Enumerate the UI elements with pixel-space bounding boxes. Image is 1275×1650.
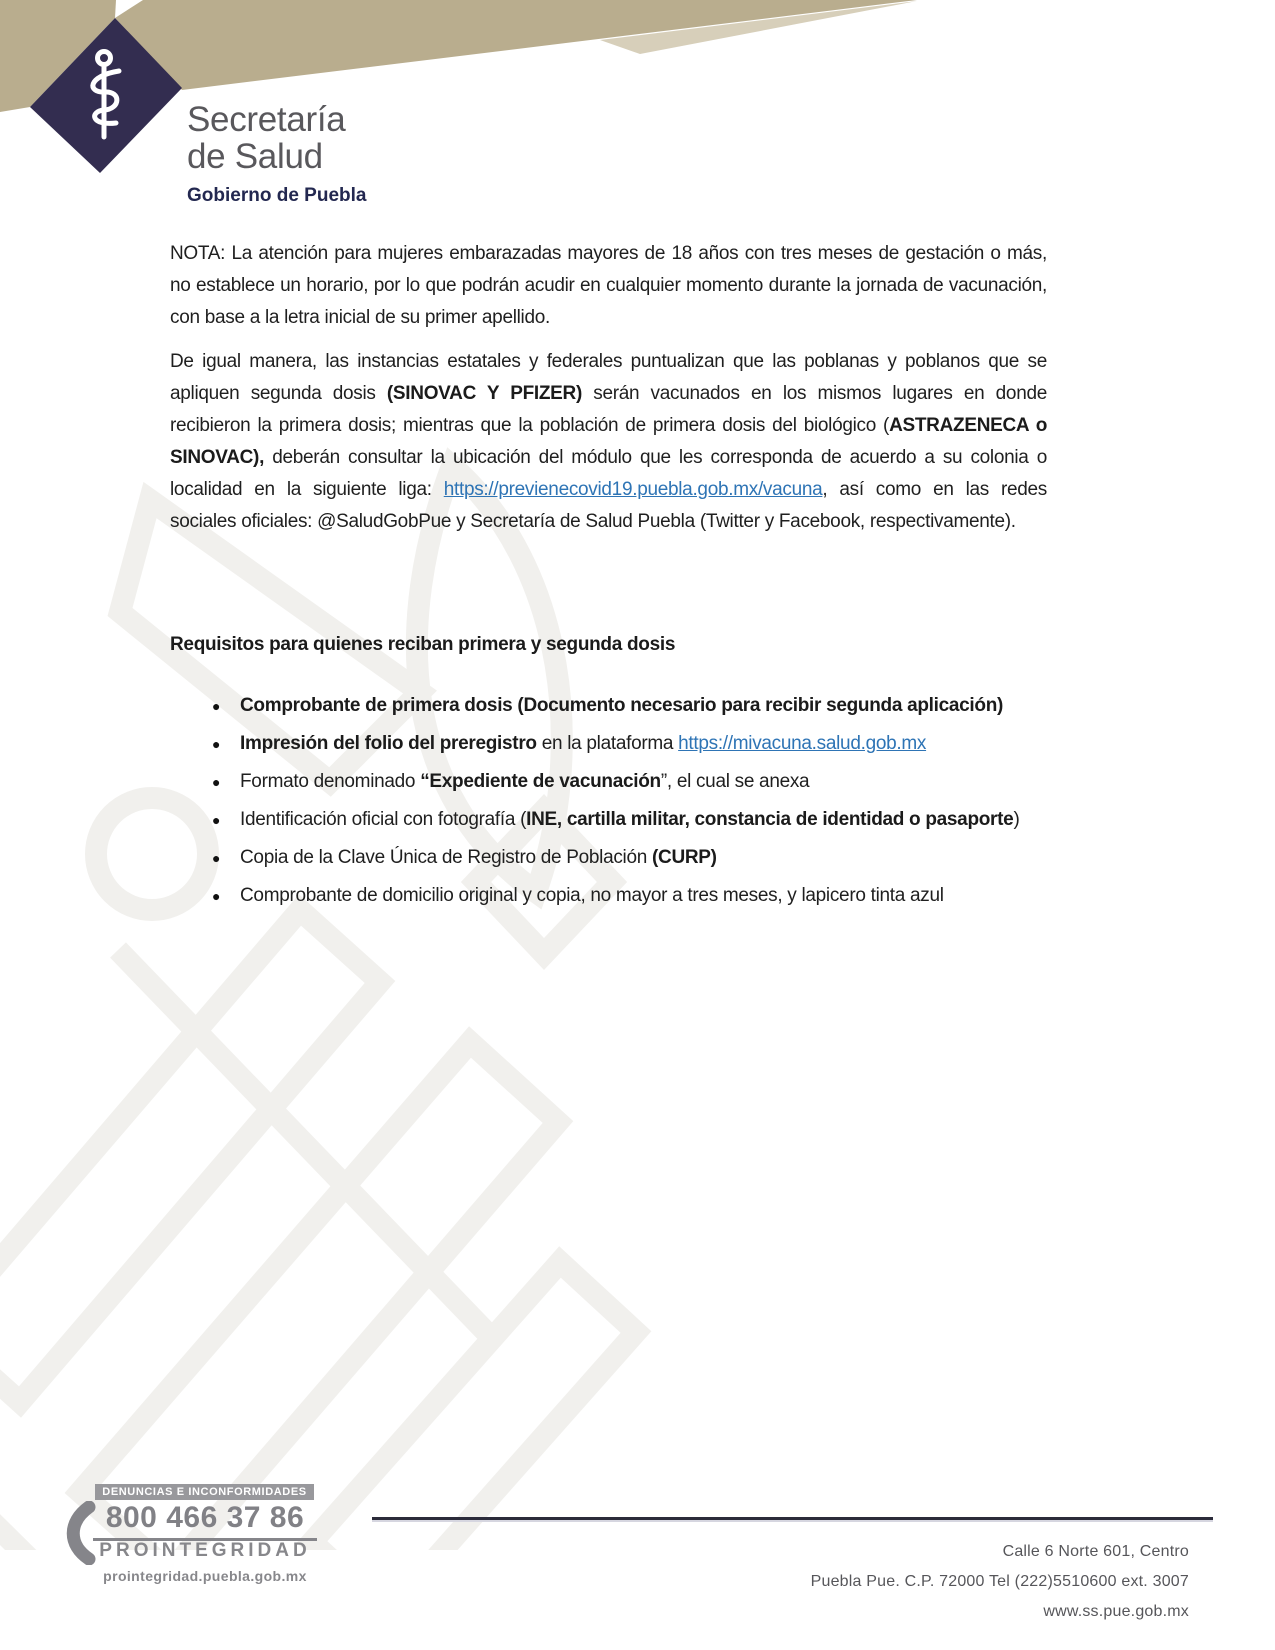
text-run: ): [1013, 809, 1020, 830]
bullet-icon: ●: [212, 698, 221, 714]
paragraph-nota: [170, 238, 1047, 334]
requisitos-heading: Requisitos para quienes reciban primera y segunda dosis: [170, 634, 676, 655]
text-run: Identificación oficial con fotografía (: [240, 809, 527, 830]
government-name: Gobierno de Puebla: [187, 185, 367, 206]
org-website: www.ss.pue.gob.mx: [1043, 1603, 1189, 1620]
bullet-icon: ●: [212, 850, 221, 866]
bold-text-run: “Expediente de vacunación: [420, 771, 661, 792]
text-run: serán vacunados en los mismos lugares en donde recibieron la primera dosis; mientras que la población de primera dosis del biológico (: [170, 383, 1047, 436]
text-run: Copia de la Clave Única de Registro de Población: [240, 847, 652, 868]
list-item: [170, 766, 1047, 798]
bold-text-run: (CURP): [652, 847, 717, 868]
text-run: Comprobante de domicilio original y copia, no mayor a tres meses, y lapicero tinta azul: [240, 885, 944, 906]
list-item-text: [240, 690, 1047, 722]
tan-band-main: [115, 0, 917, 90]
list-item-text: [240, 728, 1047, 760]
watermark-graphic: [0, 430, 700, 1550]
bullet-icon: ●: [212, 888, 221, 904]
previenecovid19-link[interactable]: https://previenecovid19.puebla.gob.mx/vacuna: [443, 479, 823, 500]
address-line1: Calle 6 Norte 601, Centro: [1002, 1543, 1189, 1560]
list-item: [170, 842, 1047, 874]
text-run: deberán consultar la ubicación del módulo que les corresponda de acuerdo a su colonia o localidad en la siguiente liga:: [170, 447, 1047, 500]
bullet-icon: ●: [212, 812, 221, 828]
text-run: en la plataforma: [536, 733, 679, 754]
complaints-banner: DENUNCIAS E INCONFORMIDADES: [95, 1484, 314, 1500]
bold-text-run: (SINOVAC Y PFIZER): [386, 383, 582, 404]
text-run: , así como en las redes sociales oficiales: @SaludGobPue y Secretaría de Salud Puebla (Twitter y Facebook, respectivamente).: [170, 479, 1048, 532]
footer-divider-line: [372, 1517, 1213, 1520]
org-name-line1: Secretaría: [187, 100, 346, 139]
text-run: NOTA: La atención para mujeres embarazadas mayores de 18 años con tres meses de gestación o más, no establece un horario, por lo que podrán acudir en cualquier momento durante la jornada de vacunación, con base a la letra inicial de su primer apellido.: [170, 243, 1047, 328]
org-name: [187, 101, 345, 175]
list-item-text: [240, 804, 1047, 836]
paragraph-instancias: [170, 346, 1047, 538]
bold-text-run: Impresión del folio del preregistro: [240, 733, 537, 754]
address-line2: Puebla Pue. C.P. 72000 Tel (222)5510600 ext. 3007: [810, 1573, 1189, 1590]
list-item: [170, 690, 1047, 722]
contact-block: [689, 1537, 1189, 1627]
text-run: Formato denominado: [240, 771, 421, 792]
list-item-text: [240, 880, 1047, 912]
bullet-icon: ●: [212, 736, 221, 752]
list-item-text: [240, 766, 1047, 798]
mivacuna-link[interactable]: https://mivacuna.salud.gob.mx: [678, 733, 927, 754]
list-item: [170, 804, 1047, 836]
complaints-phone-number: 800 466 37 86: [93, 1501, 317, 1541]
bold-text-run: Comprobante de primera dosis (Documento necesario para recibir segunda aplicación): [240, 695, 1004, 716]
bullet-icon: ●: [212, 774, 221, 790]
list-item: [170, 728, 1047, 760]
list-item-text: [240, 842, 1047, 874]
org-name-line2: de Salud: [187, 137, 323, 176]
prointegridad-website: prointegridad.puebla.gob.mx: [103, 1568, 307, 1584]
requisitos-list: [170, 690, 1047, 918]
bold-text-run: ASTRAZENECA o SINOVAC),: [170, 415, 1047, 468]
prointegridad-label: PROINTEGRIDAD: [99, 1540, 311, 1561]
phone-icon: [63, 1501, 97, 1565]
bold-text-run: INE, cartilla militar, constancia de identidad o pasaporte: [526, 809, 1014, 830]
text-run: ”, el cual se anexa: [660, 771, 810, 792]
list-item: [170, 880, 1047, 912]
text-run: De igual manera, las instancias estatales y federales puntualizan que las poblanas y poblanos que se apliquen segunda dosis: [170, 351, 1047, 404]
